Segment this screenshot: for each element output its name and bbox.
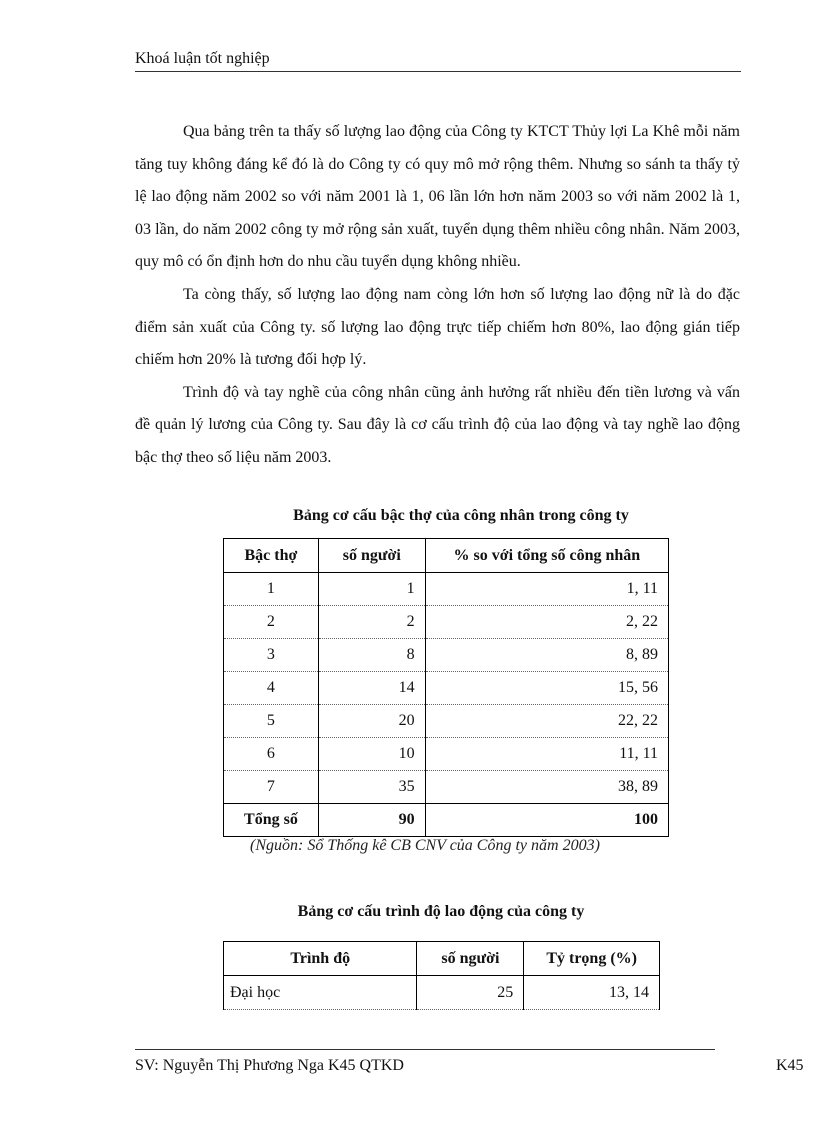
table-education-levels [223, 941, 660, 1010]
percent-cell: 2, 22 [425, 606, 668, 639]
table-row [224, 606, 669, 639]
table-levels-caption: Bảng cơ cấu trình độ lao động của công ty [297, 903, 585, 920]
rank-cell: 5 [224, 705, 319, 738]
count-cell: 8 [318, 639, 425, 672]
column-header-share: Tỷ trọng (%) [524, 942, 660, 976]
table-row [224, 639, 669, 672]
page-header-title: Khoá luận tốt nghiệp [135, 50, 270, 67]
count-cell: 10 [318, 738, 425, 771]
percent-cell: 38, 89 [425, 771, 668, 804]
rank-cell: 7 [224, 771, 319, 804]
rank-cell: 2 [224, 606, 319, 639]
total-count-cell: 90 [318, 804, 425, 837]
share-cell: 13, 14 [524, 976, 660, 1010]
paragraph: Qua bảng trên ta thấy số lượng lao động của Công ty KTCT Thủy lợi La Khê mỗi năm tăng tuy không đáng kể đó là do Công ty có quy mô mở rộng thêm. Nhưng so sánh ta thấy tỷ lệ lao động năm 2002 so với năm 2001 là 1, 06 lần lớn hơn năm 2003 so với năm 2002 là 1, 03 lần, do năm 2002 công ty mở rộng sản xuất, tuyển dụng thêm nhiều công nhân. Năm 2003, quy mô có ổn định hơn do nhu cầu tuyển dụng không nhiều. [135, 123, 740, 271]
count-cell: 2 [318, 606, 425, 639]
table-row [224, 738, 669, 771]
table-header-row [224, 942, 660, 976]
total-label-cell: Tổng số [224, 804, 319, 837]
column-header-count: số người [417, 942, 524, 976]
table-row [224, 705, 669, 738]
table-row [224, 976, 660, 1010]
rank-cell: 4 [224, 672, 319, 705]
column-header-rank: Bậc thợ [224, 539, 319, 573]
paragraph: Ta còng thấy, số lượng lao động nam còng lớn hơn số lượng lao động nữ là do đặc điểm sản xuất của Công ty. số lượng lao động trực tiếp chiếm hơn 80%, lao động gián tiếp chiếm hơn 20% là tương đối hợp lý. [135, 285, 740, 369]
count-cell: 14 [318, 672, 425, 705]
column-header-count: số người [318, 539, 425, 573]
percent-cell: 11, 11 [425, 738, 668, 771]
table-row [224, 771, 669, 804]
header-rule [135, 71, 741, 72]
table-row [224, 573, 669, 606]
paragraph: Trình độ và tay nghề của công nhân cũng ảnh hưởng rất nhiều đến tiền lương và vấn đề quản lý lương của Công ty. Sau đây là cơ cấu trình độ của lao động và tay nghề lao động bậc thợ theo số liệu năm 2003. [135, 383, 740, 466]
table-ranks-caption: Bảng cơ cấu bậc thợ của công nhân trong công ty [293, 507, 629, 524]
table-row [224, 672, 669, 705]
column-header-percent: % so với tổng số công nhân [425, 539, 668, 573]
percent-cell: 22, 22 [425, 705, 668, 738]
level-cell: Đại học [224, 976, 417, 1010]
count-cell: 35 [318, 771, 425, 804]
percent-cell: 15, 56 [425, 672, 668, 705]
percent-cell: 1, 11 [425, 573, 668, 606]
count-cell: 20 [318, 705, 425, 738]
rank-cell: 6 [224, 738, 319, 771]
footer-author: SV: Nguyễn Thị Phương Nga K45 QTKD [135, 1057, 404, 1074]
footer-rule [135, 1049, 715, 1050]
table-source-note: (Nguồn: Sổ Thống kê CB CNV của Công ty năm 2003) [250, 837, 600, 854]
count-cell: 1 [318, 573, 425, 606]
count-cell: 25 [417, 976, 524, 1010]
column-header-level: Trình độ [224, 942, 417, 976]
rank-cell: 3 [224, 639, 319, 672]
footer-code: K45 [776, 1057, 804, 1074]
table-total-row [224, 804, 669, 837]
total-percent-cell: 100 [425, 804, 668, 837]
percent-cell: 8, 89 [425, 639, 668, 672]
rank-cell: 1 [224, 573, 319, 606]
body-text [135, 116, 740, 475]
table-worker-ranks [223, 538, 669, 837]
table-header-row [224, 539, 669, 573]
